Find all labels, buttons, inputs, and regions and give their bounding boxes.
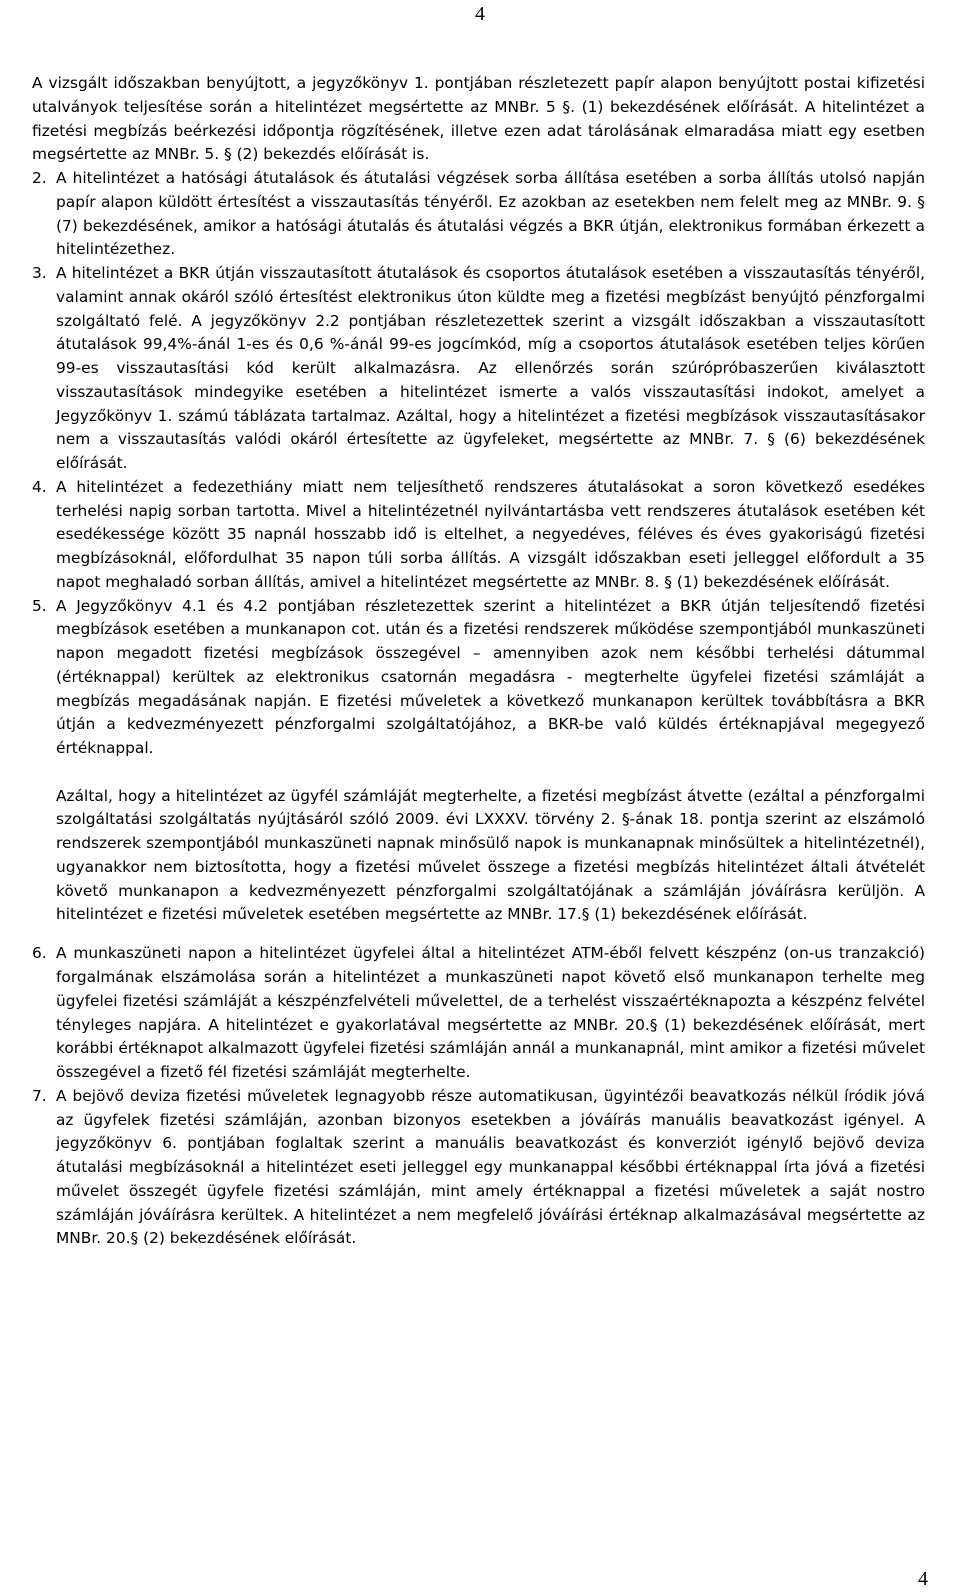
item-text: A hitelintézet a hatósági átutalások és átutalási végzések sorba állítása esetében a sorba állítás utolsó napján papír alapon küldött értesítést a visszautasítás tényéről. Ez azokban az esetekben nem felelt meg az MNBr. 9. § (7) bekezdésének, amikor a hatósági átutalás és átutalási végzés a BKR útján, elektronikus formában érkezett a hitelintézethez.	[56, 169, 925, 259]
item-number: 5.	[32, 596, 47, 615]
list-item-7	[32, 1085, 925, 1251]
item-number: 4.	[32, 477, 47, 496]
item-number: 6.	[32, 944, 47, 963]
list-item-2	[32, 167, 925, 262]
document-body	[32, 72, 925, 1251]
page-number-top: 4	[475, 3, 485, 25]
list-item-5-continuation: Azáltal, hogy a hitelintézet az ügyfél számláját megterhelte, a fizetési megbízást átvette (ezáltal a pénzforgalmi szolgáltatási szolgáltatás nyújtásáról szóló 2009. évi LXXXV. törvény 2. §-ának 18. pontja szerint az elszámoló rendszerek szempontjából munkaszüneti napnak minősülő napok is munkanapnak minősültek a hitelintézetnél), ugyanakkor nem biztosította, hogy a fizetési művelet összege a fizetési megbízás hitelintézet általi átvételét követő munkanapon a kedvezményezett pénzforgalmi szolgáltatójának a számláján jóváírásra kerüljön. A hitelintézet e fizetési műveletek esetében megsértette az MNBr. 17.§ (1) bekezdésének előírását.	[56, 786, 925, 924]
item-number: 2.	[32, 169, 47, 187]
item-text: A hitelintézet a fedezethiány miatt nem teljesíthető rendszeres átutalásokat a soron következő esedékes terhelési napig sorban tartotta. Mivel a hitelintézetnél nyilvántartásba vett rendszeres átutalások esetében két esedékessége között 35 napnál hosszabb idő is eltelhet, a negyedéves, féléves és éves gyakoriságú fizetési megbízásoknál, előfordulhat 35 napon túli sorba állítás. A vizsgált időszakban eseti jelleggel előfordult a 35 napot meghaladó sorban állítás, amivel a hitelintézet megsértette az MNBr. 8. § (1) bekezdésének előírását.	[56, 477, 925, 591]
list-item-6	[32, 942, 925, 1085]
item-text: A Jegyzőkönyv 4.1 és 4.2 pontjában részletezettek szerint a hitelintézet a BKR útján teljesítendő fizetési megbízások esetében a munkanapon cot. után és a fizetési rendszerek működése szempontjából munkaszüneti napon megadott fizetési megbízások összegével – amennyiben azok nem későbbi terhelési dátummal (értéknappal) kerültek az elektronikus csatornán megadásra - megterhelte ügyfelei fizetési számláját a megbízás megadásának napján. E fizetési műveletek a következő munkanapon kerültek továbbításra a BKR útján a kedvezményezett pénzforgalmi szolgáltatójához, a BKR-be való küldés értéknapjával megegyező értéknappal.	[56, 596, 925, 757]
list-item-5	[32, 595, 925, 761]
intro-paragraph: A vizsgált időszakban benyújtott, a jegyzőkönyv 1. pontjában részletezett papír alapon benyújtott postai kifizetési utalványok teljesítése során a hitelintézet megsértette az MNBr. 5 §. (1) bekezdésének előírását. A hitelintézet a fizetési megbízás beérkezési időpontja rögzítésének, illetve ezen adat tárolásának elmaradása miatt egy esetben megsértette az MNBr. 5. § (2) bekezdés előírását is.	[32, 74, 925, 164]
item-text: A munkaszüneti napon a hitelintézet ügyfelei által a hitelintézet ATM-éből felvett készpénz (on-us tranzakció) forgalmának elszámolása során a hitelintézet a munkaszüneti napot követő első munkanapon terhelte meg ügyfelei fizetési számláját a készpénzfelvételi műveletteI, de a terhelést visszaértéknapozta a készpénz felvétel tényleges napjára. A hitelintézet e gyakorlatával megsértette az MNBr. 20.§ (1) bekezdésének előírását, mert korábbi értéknapot alkalmazott ügyfelei fizetési számláján annál a munkanapnál, mint amikor a fizetési művelet összegével a fizető fél fizetési számláját megterhelte.	[56, 944, 925, 1082]
list-item-4	[32, 476, 925, 595]
item-number: 3.	[32, 264, 47, 282]
item-number: 7.	[32, 1086, 47, 1105]
item-text: A bejövő deviza fizetési műveletek legnagyobb része automatikusan, ügyintézői beavatkozás nélkül íródik jóvá az ügyfelek fizetési számláján, azonban bizonyos esetekben a jóváírás manuális beavatkozást igényel. A jegyzőkönyv 6. pontjában foglaltak szerint a manuális beavatkozást és konverziót igénylő bejövő deviza átutalási megbízásoknál a hitelintézet eseti jelleggel egy munkanappal későbbi értéknappal írta jóvá a fizetési művelet összegét ügyfele fizetési számláján, mint amely értéknappal a fizetési műveletek a saját nostro számláján jóváírásra kerültek. A hitelintézet a nem megfelelő jóváírási értéknap alkalmazásával megsértette az MNBr. 20.§ (2) bekezdésének előírását.	[56, 1086, 925, 1248]
list-item-3	[32, 262, 925, 476]
item-text: A hitelintézet a BKR útján visszautasított átutalások és csoportos átutalások esetében a visszautasítás tényéről, valamint annak okáról szóló értesítést elektronikus úton küldte meg a fizetési megbízást benyújtó pénzforgalmi szolgáltató felé. A jegyzőkönyv 2.2 pontjában részletezettek szerint a vizsgált időszakban a visszautasított átutalások 99,4%-ánál 1-es és 0,6 %-ánál 99-es jogcímkód, míg a csoportos átutalások esetében teljes körűen 99-es visszautasítási kód került alkalmazásra. Az ellenőrzés során szúrópróbaszerűen kiválasztott visszautasítások mindegyike esetében a hitelintézet ismerte a valós visszautasítási indokot, amelyet a Jegyzőkönyv 1. számú táblázata tartalmaz. Azáltal, hogy a hitelintézet a fizetési megbízások visszautasításakor nem a visszautasítás valódi okáról értesítette az ügyfeleket, megsértette az MNBr. 7. § (6) bekezdésének előírását.	[56, 264, 925, 472]
page-number-bottom: 4	[918, 1568, 928, 1590]
